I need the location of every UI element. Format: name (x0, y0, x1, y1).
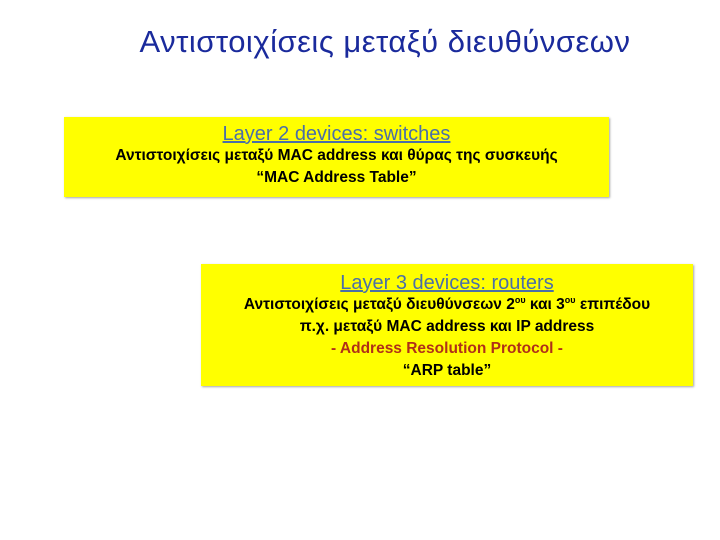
routers-example: π.χ. μεταξύ MAC address και IP address (299, 318, 595, 335)
switches-description: Αντιστοιχίσεις μεταξύ MAC address και θύρας της συσκευής (115, 147, 558, 164)
arp-protocol-label: - Address Resolution Protocol - (331, 340, 563, 357)
routers-description (201, 294, 693, 316)
routers-heading: Layer 3 devices: routers (340, 272, 554, 294)
mac-address-table-label: “MAC Address Table” (256, 169, 417, 186)
routers-description-part1: Αντιστοιχίσεις μεταξύ διευθύνσεων 2 (243, 296, 515, 313)
ordinal-suffix-2: ου (514, 295, 526, 305)
switches-heading: Layer 2 devices: switches (222, 123, 451, 145)
arp-table-label: “ARP table” (402, 362, 492, 379)
slide-title: Αντιστοιχίσεις μεταξύ διευθύνσεων (139, 24, 631, 59)
switches-box (64, 117, 609, 197)
ordinal-suffix-3: ου (564, 295, 576, 305)
routers-description-part2: και 3 (525, 296, 565, 313)
routers-box (201, 264, 693, 386)
routers-description-part3: επιπέδου (575, 296, 651, 313)
